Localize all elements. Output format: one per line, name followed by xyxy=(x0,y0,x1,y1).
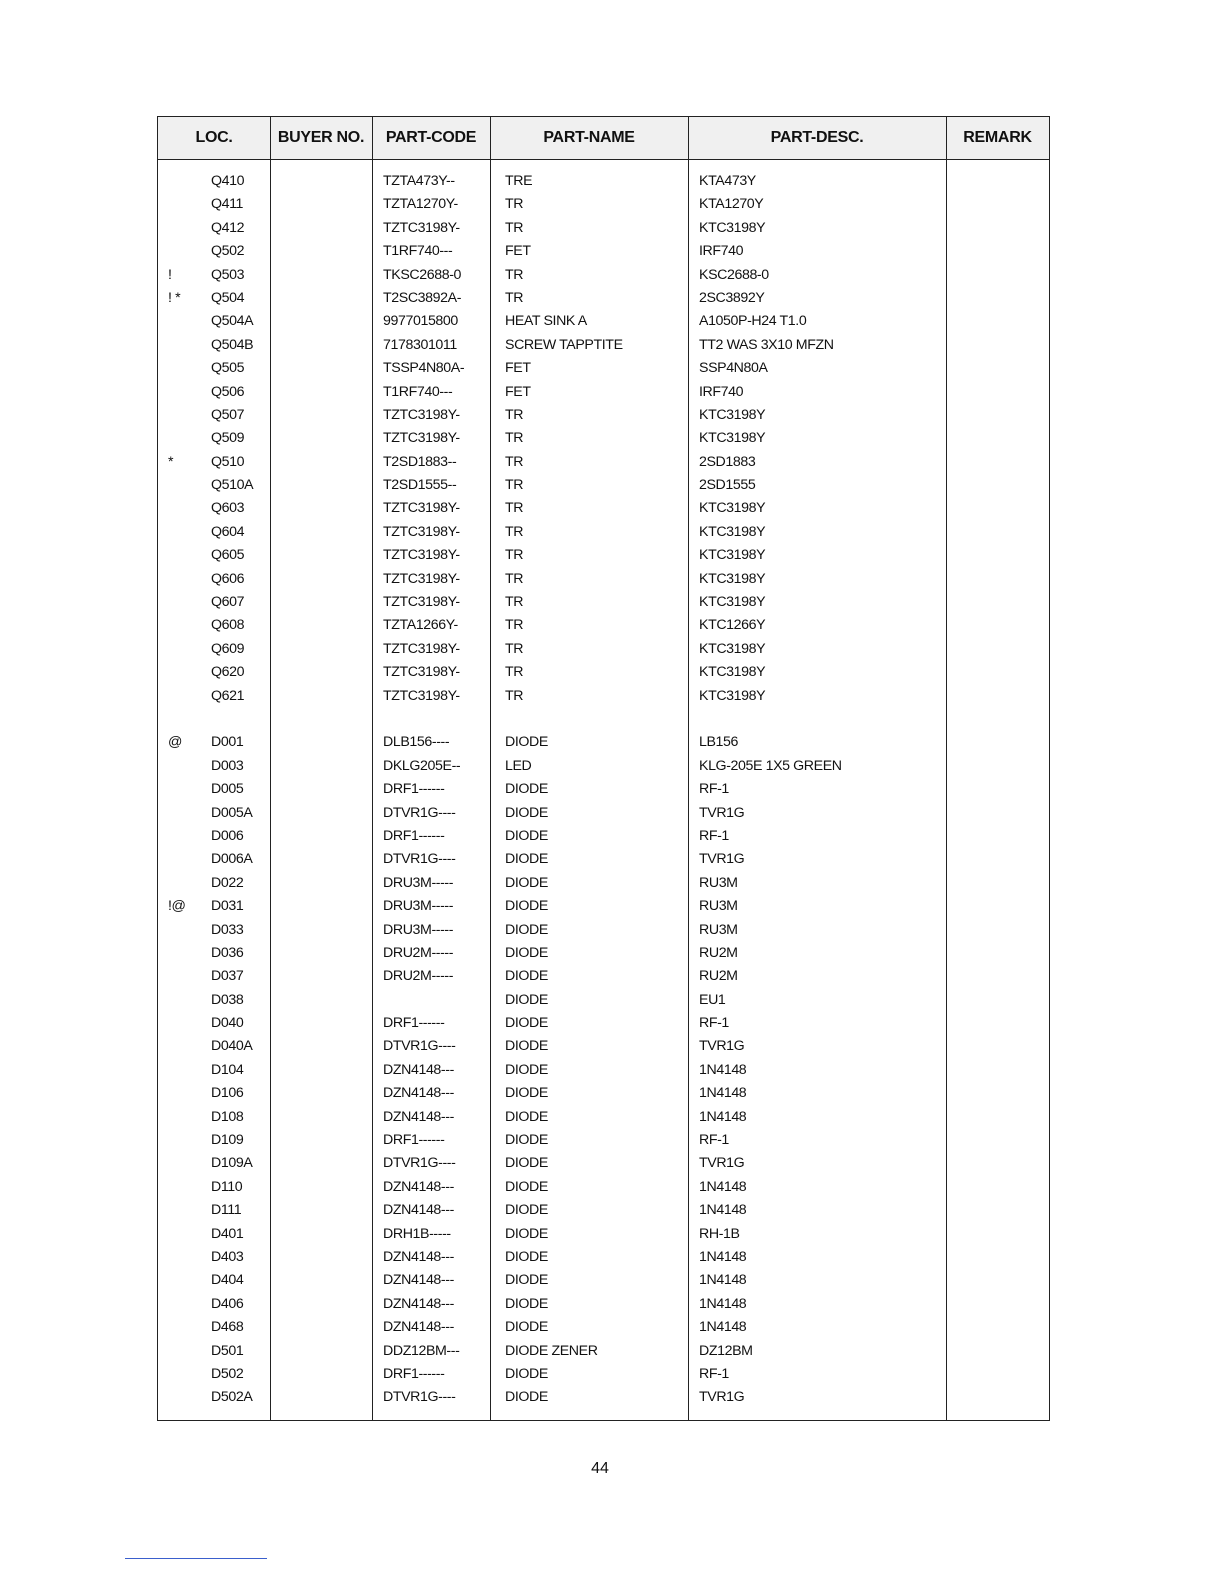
row-part-desc: KTC1266Y xyxy=(699,617,766,634)
row-part-desc: LB156 xyxy=(699,734,739,751)
row-part-name: TR xyxy=(505,570,524,587)
table-row xyxy=(158,778,1049,801)
row-loc: Q510A xyxy=(211,477,254,494)
row-part-desc: RF-1 xyxy=(699,827,729,844)
table-row xyxy=(158,427,1049,450)
row-loc: D106 xyxy=(211,1085,244,1102)
row-part-desc: KSC2688-0 xyxy=(699,266,769,283)
row-part-name: TR xyxy=(505,594,524,611)
table-row xyxy=(158,685,1049,708)
row-part-name: DIODE xyxy=(505,1108,548,1125)
row-loc: Q412 xyxy=(211,219,245,236)
row-part-desc: DZ12BM xyxy=(699,1342,753,1359)
table-row xyxy=(158,1059,1049,1082)
row-part-code: DTVR1G---- xyxy=(383,1038,456,1055)
row-loc: Q509 xyxy=(211,430,245,447)
row-part-name: DIODE xyxy=(505,1225,548,1242)
row-part-code: TZTC3198Y- xyxy=(383,219,460,236)
row-part-name: TR xyxy=(505,289,524,306)
row-part-code: DZN4148--- xyxy=(383,1178,454,1195)
table-row xyxy=(158,521,1049,544)
table-row xyxy=(158,404,1049,427)
header-loc: LOC. xyxy=(195,129,233,146)
page-number: 44 xyxy=(591,1460,609,1477)
row-part-desc: 1N4148 xyxy=(699,1061,747,1078)
row-part-code: TZTC3198Y- xyxy=(383,640,460,657)
row-part-code: DZN4148--- xyxy=(383,1061,454,1078)
table-row xyxy=(158,1129,1049,1152)
row-mark: @ xyxy=(168,734,183,751)
row-part-desc: 1N4148 xyxy=(699,1272,747,1289)
table-row xyxy=(158,568,1049,591)
table-row xyxy=(158,731,1049,754)
table-row xyxy=(158,1269,1049,1292)
row-part-code: T2SC3892A- xyxy=(383,289,462,306)
row-part-desc: 1N4148 xyxy=(699,1295,747,1312)
row-part-code: 7178301011 xyxy=(383,336,457,353)
row-part-code: DRH1B----- xyxy=(383,1225,451,1242)
row-part-name: DIODE xyxy=(505,874,548,891)
row-part-desc: IRF740 xyxy=(699,243,744,260)
table-row xyxy=(158,381,1049,404)
row-loc: D502A xyxy=(211,1389,253,1406)
header-part-desc: PART-DESC. xyxy=(770,129,864,146)
row-part-name: DIODE xyxy=(505,804,548,821)
row-part-code: TZTC3198Y- xyxy=(383,523,460,540)
row-part-code: DRU3M----- xyxy=(383,921,454,938)
row-part-desc: 1N4148 xyxy=(699,1108,747,1125)
row-loc: D401 xyxy=(211,1225,244,1242)
table-row xyxy=(158,1199,1049,1222)
row-part-name: FET xyxy=(505,383,531,400)
row-part-desc: KTC3198Y xyxy=(699,500,766,517)
row-part-desc: RU2M xyxy=(699,944,738,961)
row-part-desc: KTC3198Y xyxy=(699,430,766,447)
row-loc: Q505 xyxy=(211,360,245,377)
row-part-code: DTVR1G---- xyxy=(383,1155,456,1172)
row-part-name: TR xyxy=(505,687,524,704)
row-part-code: DZN4148--- xyxy=(383,1108,454,1125)
parts-list-table xyxy=(157,116,1050,1421)
row-part-name: DIODE xyxy=(505,1038,548,1055)
row-part-code: TZTC3198Y- xyxy=(383,547,460,564)
row-loc: Q620 xyxy=(211,664,245,681)
row-part-name: DIODE xyxy=(505,1272,548,1289)
row-part-desc: RU3M xyxy=(699,898,738,915)
row-loc: Q503 xyxy=(211,266,245,283)
row-loc: Q502 xyxy=(211,243,245,260)
row-part-desc: IRF740 xyxy=(699,383,744,400)
row-part-code: DDZ12BM--- xyxy=(383,1342,460,1359)
row-part-desc: KTC3198Y xyxy=(699,523,766,540)
row-loc: Q607 xyxy=(211,594,245,611)
row-part-name: DIODE xyxy=(505,1061,548,1078)
row-part-desc: KTC3198Y xyxy=(699,219,766,236)
row-part-code: DZN4148--- xyxy=(383,1319,454,1336)
row-loc: D022 xyxy=(211,874,244,891)
table-row xyxy=(158,240,1049,263)
row-part-desc: RF-1 xyxy=(699,1015,729,1032)
row-loc: Q621 xyxy=(211,687,245,704)
row-part-name: SCREW TAPPTITE xyxy=(505,336,623,353)
table-row xyxy=(158,193,1049,216)
row-part-name: DIODE xyxy=(505,851,548,868)
row-loc: D404 xyxy=(211,1272,244,1289)
row-loc: D109 xyxy=(211,1132,244,1149)
row-part-name: DIODE xyxy=(505,991,548,1008)
row-part-name: DIODE xyxy=(505,1295,548,1312)
table-row xyxy=(158,1082,1049,1105)
row-part-name: DIODE xyxy=(505,1319,548,1336)
table-row xyxy=(158,1012,1049,1035)
table-row xyxy=(158,1293,1049,1316)
header-buyer-no: BUYER NO. xyxy=(277,129,365,146)
row-mark: * xyxy=(168,453,174,470)
row-part-code: TZTC3198Y- xyxy=(383,430,460,447)
row-part-name: DIODE xyxy=(505,921,548,938)
row-part-name: TR xyxy=(505,477,524,494)
row-part-name: DIODE xyxy=(505,827,548,844)
row-loc: Q504B xyxy=(211,336,254,353)
row-part-code: DRF1------ xyxy=(383,1015,445,1032)
row-part-desc: 2SD1883 xyxy=(699,453,756,470)
row-mark: !@ xyxy=(168,898,186,915)
table-row xyxy=(158,661,1049,684)
table-row xyxy=(158,1152,1049,1175)
row-part-desc: 1N4148 xyxy=(699,1319,747,1336)
row-part-name: DIODE xyxy=(505,734,548,751)
row-part-name: DIODE xyxy=(505,944,548,961)
row-loc: Q604 xyxy=(211,523,245,540)
row-part-name: DIODE xyxy=(505,1365,548,1382)
table-header xyxy=(158,117,1049,160)
row-part-desc: TVR1G xyxy=(699,1038,745,1055)
row-part-name: DIODE xyxy=(505,968,548,985)
row-loc: Q510 xyxy=(211,453,245,470)
row-loc: Q606 xyxy=(211,570,245,587)
row-part-code: DKLG205E-- xyxy=(383,757,461,774)
row-loc: D406 xyxy=(211,1295,244,1312)
table-row xyxy=(158,942,1049,965)
table-body xyxy=(158,170,1049,1410)
table-row xyxy=(158,170,1049,193)
row-part-name: TR xyxy=(505,266,524,283)
row-part-code: TZTC3198Y- xyxy=(383,570,460,587)
row-part-name: TR xyxy=(505,219,524,236)
row-loc: D110 xyxy=(211,1178,243,1195)
row-part-desc: RH-1B xyxy=(699,1225,740,1242)
row-loc: D033 xyxy=(211,921,244,938)
row-part-code: DZN4148--- xyxy=(383,1202,454,1219)
row-part-name: DIODE xyxy=(505,1155,548,1172)
row-part-desc: RF-1 xyxy=(699,1132,729,1149)
row-loc: D001 xyxy=(211,734,244,751)
row-part-code: TZTA1270Y- xyxy=(383,196,458,213)
row-loc: D468 xyxy=(211,1319,244,1336)
table-row xyxy=(158,989,1049,1012)
row-loc: D005A xyxy=(211,804,253,821)
table-row xyxy=(158,1035,1049,1058)
row-part-code: TZTA473Y-- xyxy=(383,173,455,189)
row-part-code: TZTC3198Y- xyxy=(383,594,460,611)
table-row xyxy=(158,1176,1049,1199)
row-part-code: DRF1------ xyxy=(383,781,445,798)
row-loc: D006A xyxy=(211,851,253,868)
row-part-desc: 1N4148 xyxy=(699,1085,747,1102)
table-row xyxy=(158,1246,1049,1269)
row-part-name: DIODE xyxy=(505,1202,548,1219)
row-part-code: DRU3M----- xyxy=(383,898,454,915)
row-loc: Q507 xyxy=(211,406,245,423)
row-part-code: T1RF740--- xyxy=(383,243,453,260)
row-part-code: DRU2M----- xyxy=(383,944,454,961)
row-loc: D003 xyxy=(211,757,244,774)
row-part-name: TR xyxy=(505,523,524,540)
row-part-name: TR xyxy=(505,664,524,681)
row-part-desc: KTC3198Y xyxy=(699,406,766,423)
table-row xyxy=(158,287,1049,310)
row-part-code: TKSC2688-0 xyxy=(383,266,462,283)
row-loc: D040A xyxy=(211,1038,253,1055)
table-row xyxy=(158,217,1049,240)
row-part-desc: TVR1G xyxy=(699,804,745,821)
row-part-desc: TT2 WAS 3X10 MFZN xyxy=(699,336,834,353)
row-part-desc: TVR1G xyxy=(699,1155,745,1172)
row-part-desc: KTC3198Y xyxy=(699,640,766,657)
row-part-desc: SSP4N80A xyxy=(699,360,768,377)
row-loc: Q605 xyxy=(211,547,245,564)
table-row xyxy=(158,895,1049,918)
row-part-name: TRE xyxy=(505,173,533,189)
row-loc: D403 xyxy=(211,1248,244,1265)
table-row xyxy=(158,451,1049,474)
row-part-desc: KTC3198Y xyxy=(699,687,766,704)
row-part-code: DRF1------ xyxy=(383,827,445,844)
row-loc: D108 xyxy=(211,1108,244,1125)
row-part-name: DIODE xyxy=(505,781,548,798)
row-part-desc: TVR1G xyxy=(699,1389,745,1406)
header-part-code: PART-CODE xyxy=(385,129,477,146)
row-part-code: DRF1------ xyxy=(383,1365,445,1382)
row-part-desc: RU3M xyxy=(699,921,738,938)
row-loc: Q411 xyxy=(211,196,244,213)
row-part-desc: RU2M xyxy=(699,968,738,985)
row-part-desc: 2SD1555 xyxy=(699,477,756,494)
row-part-code: T1RF740--- xyxy=(383,383,453,400)
row-mark: ! xyxy=(168,266,172,283)
row-part-name: FET xyxy=(505,243,531,260)
row-loc: D037 xyxy=(211,968,244,985)
row-part-code: DZN4148--- xyxy=(383,1272,454,1289)
row-part-name: DIODE xyxy=(505,1015,548,1032)
row-loc: D109A xyxy=(211,1155,253,1172)
table-row xyxy=(158,755,1049,778)
row-part-name: FET xyxy=(505,360,531,377)
row-part-desc: 1N4148 xyxy=(699,1248,747,1265)
row-part-code: T2SD1883-- xyxy=(383,453,457,470)
row-loc: D501 xyxy=(211,1342,244,1359)
row-part-code: DTVR1G---- xyxy=(383,804,456,821)
row-mark: ! * xyxy=(168,289,181,306)
row-part-name: TR xyxy=(505,406,524,423)
row-part-desc: RF-1 xyxy=(699,1365,729,1382)
row-loc: Q603 xyxy=(211,500,245,517)
row-part-code: DRU2M----- xyxy=(383,968,454,985)
row-part-name: DIODE xyxy=(505,1248,548,1265)
row-part-name: DIODE ZENER xyxy=(505,1342,598,1359)
row-part-code: DZN4148--- xyxy=(383,1295,454,1312)
table-row xyxy=(158,497,1049,520)
row-part-code: DTVR1G---- xyxy=(383,851,456,868)
table-row xyxy=(158,264,1049,287)
row-part-desc: 2SC3892Y xyxy=(699,289,765,306)
row-part-code: DRF1------ xyxy=(383,1132,445,1149)
row-part-desc: KTC3198Y xyxy=(699,594,766,611)
row-part-desc: RU3M xyxy=(699,874,738,891)
table-row xyxy=(158,1106,1049,1129)
header-remark: REMARK xyxy=(963,129,1032,146)
row-part-name: DIODE xyxy=(505,1085,548,1102)
row-part-desc: TVR1G xyxy=(699,851,745,868)
row-loc: D036 xyxy=(211,944,244,961)
table-row xyxy=(158,1340,1049,1363)
row-loc: Q506 xyxy=(211,383,245,400)
table-row xyxy=(158,1316,1049,1339)
row-loc: D005 xyxy=(211,781,244,798)
row-part-code: 9977015800 xyxy=(383,313,458,330)
row-part-desc: KTC3198Y xyxy=(699,664,766,681)
table-row xyxy=(158,825,1049,848)
row-loc: Q504 xyxy=(211,289,245,306)
table-row xyxy=(158,614,1049,637)
row-part-name: TR xyxy=(505,547,524,564)
row-loc: D104 xyxy=(211,1061,244,1078)
row-part-code: TZTC3198Y- xyxy=(383,664,460,681)
row-loc: D031 xyxy=(211,898,244,915)
table-row xyxy=(158,1363,1049,1386)
row-part-code: TZTC3198Y- xyxy=(383,687,460,704)
table-row xyxy=(158,848,1049,871)
row-part-code: TSSP4N80A- xyxy=(383,360,465,377)
table-row xyxy=(158,474,1049,497)
row-part-name: HEAT SINK A xyxy=(505,313,587,330)
row-part-name: DIODE xyxy=(505,1132,548,1149)
table-row xyxy=(158,310,1049,333)
row-part-desc: A1050P-H24 T1.0 xyxy=(699,313,807,330)
row-part-desc: 1N4148 xyxy=(699,1202,747,1219)
row-part-name: TR xyxy=(505,196,524,213)
table-row xyxy=(158,872,1049,895)
row-part-name: TR xyxy=(505,430,524,447)
row-loc: D111 xyxy=(211,1202,242,1219)
row-part-desc: 1N4148 xyxy=(699,1178,747,1195)
row-loc: Q609 xyxy=(211,640,245,657)
row-loc: D038 xyxy=(211,991,244,1008)
row-part-code: TZTA1266Y- xyxy=(383,617,458,634)
header-part-name: PART-NAME xyxy=(543,129,635,146)
row-part-code: DLB156---- xyxy=(383,734,450,751)
row-part-code: TZTC3198Y- xyxy=(383,406,460,423)
table-row xyxy=(158,544,1049,567)
row-part-desc: KLG-205E 1X5 GREEN xyxy=(699,757,842,774)
row-part-desc: EU1 xyxy=(699,991,726,1008)
row-part-code: DTVR1G---- xyxy=(383,1389,456,1406)
row-part-code: TZTC3198Y- xyxy=(383,500,460,517)
row-part-name: DIODE xyxy=(505,1389,548,1406)
table-row xyxy=(158,591,1049,614)
row-part-code: T2SD1555-- xyxy=(383,477,457,494)
section-spacer xyxy=(158,708,1049,731)
row-part-name: TR xyxy=(505,500,524,517)
table-row xyxy=(158,965,1049,988)
row-part-desc: RF-1 xyxy=(699,781,729,798)
row-part-name: DIODE xyxy=(505,898,548,915)
row-part-name: DIODE xyxy=(505,1178,548,1195)
row-part-desc: KTA473Y xyxy=(699,173,756,189)
row-part-name: TR xyxy=(505,640,524,657)
row-loc: D006 xyxy=(211,827,244,844)
table-row xyxy=(158,334,1049,357)
row-part-code: DRU3M----- xyxy=(383,874,454,891)
row-loc: Q608 xyxy=(211,617,245,634)
row-part-code: DZN4148--- xyxy=(383,1085,454,1102)
table-row xyxy=(158,638,1049,661)
row-part-desc: KTC3198Y xyxy=(699,570,766,587)
table-row xyxy=(158,1386,1049,1409)
row-part-code: DZN4148--- xyxy=(383,1248,454,1265)
row-part-name: TR xyxy=(505,453,524,470)
row-part-name: TR xyxy=(505,617,524,634)
row-loc: D502 xyxy=(211,1365,244,1382)
row-part-name: LED xyxy=(505,757,532,774)
row-part-desc: KTA1270Y xyxy=(699,196,764,213)
row-part-desc: KTC3198Y xyxy=(699,547,766,564)
table-row xyxy=(158,919,1049,942)
footer-rule xyxy=(125,1558,267,1559)
table-row xyxy=(158,1223,1049,1246)
row-loc: Q504A xyxy=(211,313,254,330)
row-loc: D040 xyxy=(211,1015,244,1032)
table-row xyxy=(158,802,1049,825)
row-loc: Q410 xyxy=(211,173,245,189)
table-row xyxy=(158,357,1049,380)
